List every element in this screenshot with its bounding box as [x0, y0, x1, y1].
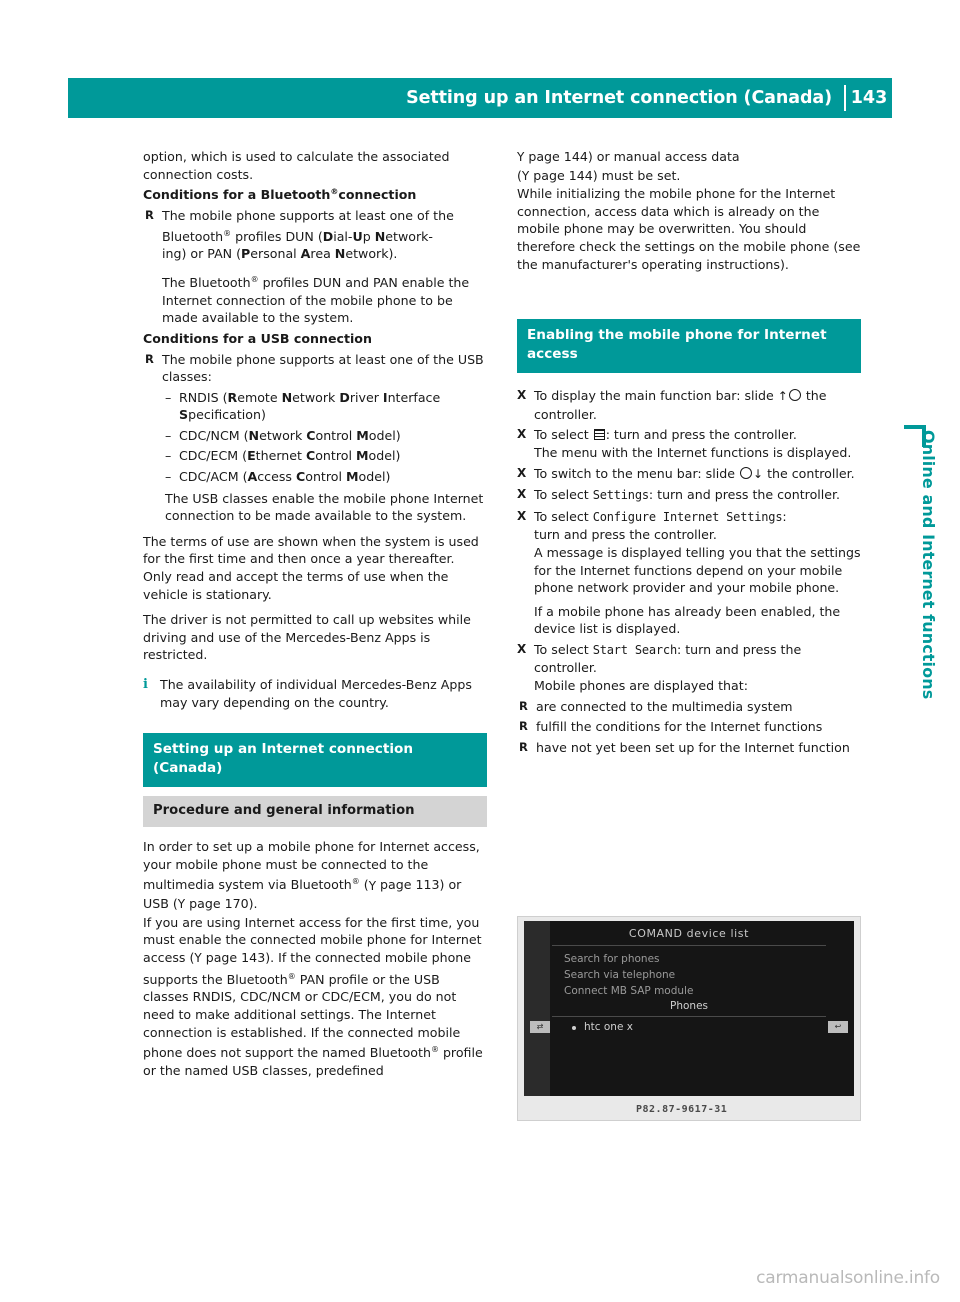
- continuation-line-1: Y page 144) or manual access data: [517, 149, 740, 164]
- figure-left-button: ⇄: [530, 1021, 550, 1033]
- left-column: [143, 148, 487, 1079]
- dash-bullet-icon: –: [165, 448, 172, 464]
- bt-line-2: Bluetooth® profiles DUN (Dial-Up Network-: [162, 228, 433, 244]
- r-bullet-icon: R: [519, 739, 528, 754]
- figure-divider-2: [552, 1016, 826, 1017]
- result-bullet-3: have not yet been set up for the Internet function: [536, 739, 850, 755]
- figure-right-button: ↩: [828, 1021, 848, 1033]
- result-bullet-2: fulfill the conditions for the Internet functions: [536, 719, 823, 735]
- result-bullet-1: are connected to the multimedia system: [536, 698, 793, 714]
- initializing-paragraph: While initializing the mobile phone for the Internet connection, access data which is already on the mobile phone may be overwritten. You should therefore check the settings on the mobile phone (see the manufacturer's operating instructions).: [517, 186, 861, 272]
- step-item: [517, 508, 861, 638]
- menu-configure-internet-settings-label: Configure Internet Settings: [592, 509, 783, 524]
- step-line-2: turn and press the controller.: [534, 527, 717, 543]
- watermark: carmanualsonline.info: [756, 1268, 940, 1288]
- figure-code: P82.87-9617-31: [636, 1104, 728, 1115]
- bt-line-3: ing) or PAN (Personal Area Network).: [162, 246, 398, 262]
- procedure-paragraph-1: In order to set up a mobile phone for Internet access, your mobile phone must be connected to the multimedia system via Bluetooth® (Y page 113) or USB (Y page 170).: [143, 839, 480, 912]
- list-item: [143, 468, 487, 486]
- list-item: [143, 447, 487, 465]
- sub-heading-procedure: Procedure and general information: [143, 796, 487, 827]
- r-bullet-icon: R: [145, 207, 154, 222]
- list-item: [143, 351, 487, 386]
- dash-bullet-icon: –: [165, 389, 172, 405]
- dash-bullet-icon: –: [165, 469, 172, 485]
- step-body: To select Start Search: turn and press the controller. Mobile phones are displayed that:: [534, 641, 861, 695]
- list-item-body: [162, 207, 487, 327]
- step-body: To switch to the menu bar: slide ↓ the controller.: [534, 465, 855, 481]
- x-step-icon: X: [517, 427, 527, 442]
- menu-start-search-label: Start Search: [592, 642, 677, 657]
- x-step-icon: X: [517, 641, 527, 656]
- figure-screen: [524, 921, 854, 1096]
- step-item: [517, 486, 861, 505]
- step-body: To display the main function bar: slide ↑ the controller.: [534, 388, 827, 422]
- terms-paragraph: The terms of use are shown when the system is used for the first time and then once a year thereafter. Only read and accept the terms of use when the vehicle is stationary.: [143, 533, 479, 602]
- step-item: [517, 641, 861, 695]
- usb-class-cdcncm: CDC/NCM (Network Control Model): [179, 427, 401, 443]
- list-item: [517, 698, 861, 716]
- controller-up-icon: ↑: [778, 389, 802, 403]
- step-note: Mobile phones are displayed that:: [534, 678, 748, 694]
- step-note: A message is displayed telling you that the settings for the Internet functions depend on your mobile phone network provider and your mobile phone.: [534, 544, 861, 596]
- figure-menu-item-1: Search for phones: [564, 953, 660, 965]
- bt-bluetooth-word: Bluetooth: [162, 228, 224, 244]
- figure-phone-entry: htc one x: [584, 1021, 633, 1033]
- step-body: To select Configure Internet Settings: turn and press the controller. A message is displayed telling you that the settings for the Internet functions depend on your mobile phone network provider and your mobile phone. If a mobile phone has already been enabled, the device list is displayed.: [534, 508, 861, 637]
- chapter-side-tab: Online and Internet functions: [919, 430, 938, 700]
- r-bullet-icon: R: [519, 719, 528, 734]
- section-heading-setting-up: Setting up an Internet connection (Canada): [143, 733, 487, 787]
- step-item: [517, 465, 861, 484]
- x-step-icon: X: [517, 508, 527, 523]
- controller-down-icon: ↓: [739, 467, 763, 481]
- step-body: To select Settings: turn and press the controller.: [534, 487, 841, 503]
- section-heading-enabling: Enabling the mobile phone for Internet access: [517, 319, 861, 373]
- page-number: 143: [850, 88, 888, 108]
- heading-bluetooth-pre: Conditions for a Bluetooth: [143, 187, 331, 203]
- figure-screen-title: COMAND device list: [628, 927, 750, 940]
- info-note-body: The availability of individual Mercedes-Benz Apps may vary depending on the country.: [160, 677, 472, 710]
- list-item: [143, 427, 487, 445]
- heading-bluetooth-post: connection: [338, 187, 417, 203]
- figure-menu-item-3: Connect MB SAP module: [564, 985, 694, 997]
- x-step-icon: X: [517, 487, 527, 502]
- figure-divider: [552, 945, 826, 946]
- list-item: [143, 207, 487, 327]
- x-step-icon: X: [517, 388, 527, 403]
- internet-menu-icon: [594, 429, 605, 440]
- figure-bullet-dot: [572, 1026, 576, 1030]
- info-icon: i: [143, 677, 148, 692]
- driver-paragraph: The driver is not permitted to call up websites while driving and use of the Mercedes-Benz Apps is restricted.: [143, 612, 471, 663]
- step-note-2: If a mobile phone has already been enabled, the device list is displayed.: [534, 603, 841, 637]
- procedure-paragraph-2: If you are using Internet access for the first time, you must enable the connected mobile phone for Internet access (Y page 143). If the connected mobile phone supports the Bluetooth® PAN profile or the USB classes RNDIS, CDC/NCM or CDC/ECM, you do not need to make additional settings. The Internet connection is established. If the connected mobile phone does not support the named Bluetooth® profile or the named USB classes, predefined: [143, 914, 483, 1078]
- right-column: [517, 148, 861, 756]
- continuation-line-2: (Y page 144) must be set.: [517, 167, 681, 183]
- r-bullet-icon: R: [145, 351, 154, 366]
- heading-bluetooth-conditions: Conditions for a Bluetooth®connection: [143, 187, 417, 203]
- bt-line-1: The mobile phone supports at least one of the: [162, 207, 454, 223]
- figure-subheader: Phones: [670, 1000, 708, 1012]
- step-item: [517, 426, 861, 461]
- list-item: [517, 718, 861, 736]
- usb-class-cdcecm: CDC/ECM (Ethernet Control Model): [179, 448, 401, 464]
- r-bullet-icon: R: [519, 698, 528, 713]
- figure-comand-device-list: [517, 916, 861, 1121]
- figure-menu-list: [564, 951, 693, 999]
- page-title: Setting up an Internet connection (Canada): [406, 88, 832, 108]
- dash-bullet-icon: –: [165, 427, 172, 443]
- intro-paragraph: option, which is used to calculate the associated connection costs.: [143, 149, 450, 182]
- menu-settings-label: Settings: [592, 488, 649, 503]
- list-item-body: The mobile phone supports at least one of the USB classes:: [162, 351, 484, 385]
- heading-usb-conditions: Conditions for a USB connection: [143, 330, 372, 346]
- step-note: The menu with the Internet functions is displayed.: [534, 444, 852, 460]
- list-item: [517, 739, 861, 757]
- page-header: [68, 78, 892, 118]
- step-item: [517, 387, 861, 423]
- x-step-icon: X: [517, 465, 527, 480]
- step-body: To select : turn and press the controller. The menu with the Internet functions is displayed.: [534, 426, 861, 461]
- usb-class-cdcacm: CDC/ACM (Access Control Model): [179, 469, 391, 485]
- figure-menu-item-2: Search via telephone: [564, 969, 676, 981]
- usb-class-rndis: RNDIS (Remote Network Driver Interface Specification): [179, 389, 441, 423]
- info-note: [143, 676, 487, 711]
- list-item: [143, 389, 487, 424]
- bt-note: The Bluetooth® profiles DUN and PAN enable the Internet connection of the mobile phone to be made available to the system.: [162, 274, 470, 326]
- usb-note: The USB classes enable the mobile phone Internet connection to be made available to the system.: [165, 490, 484, 524]
